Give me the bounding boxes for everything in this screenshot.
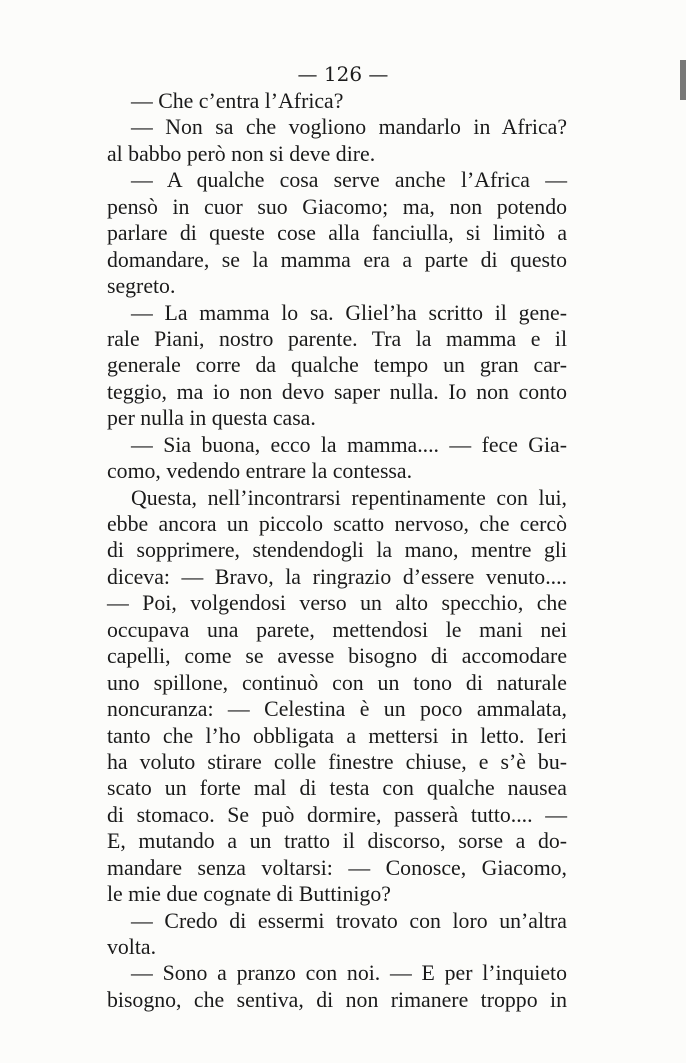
text-line: le mie due cognate di Buttinigo? [107,882,391,907]
text-line: — Sono a pranzo con noi. — E per l’inquieto [131,961,567,986]
text-line: Questa, nell’incontrarsi repentinamente con lui, [131,485,567,510]
text-line: — Credo di essermi trovato con loro un’altra [131,908,567,933]
text-line: — Poi, volgendosi verso un alto specchio, che [107,591,567,616]
page-edge-mark [680,60,686,100]
text-line: volta. [107,935,157,959]
text-line: domandare, se la mamma era a parte di questo [107,247,567,272]
text-line: noncuranza: — Celestina è un poco ammalata, [107,697,567,722]
text-line: uno spillone, continuò con un tono di naturale [107,670,567,695]
text-line: rale Piani, nostro parente. Tra la mamma e il [107,326,567,351]
text-line: — Sia buona, ecco la mamma.... — fece Gia- [131,432,567,457]
text-line: generale corre da qualche tempo un gran car- [107,353,567,378]
page-number: — 126 — [297,62,389,86]
text-line: como, vedendo entrare la contessa. [107,459,413,484]
text-line: mandare senza voltarsi: — Conosce, Giacomo, [107,855,567,880]
text-line: scato un forte mal di testa con qualche nausea [107,776,567,801]
text-line: parlare di queste cose alla fanciulla, si limitò a [107,221,567,246]
text-line: — A qualche cosa serve anche l’Africa — [131,168,567,193]
text-line: capelli, come se avesse bisogno di accomodare [107,644,567,669]
text-line: — Non sa che vogliono mandarlo in Africa? [131,115,567,140]
text-line: — Che c’entra l’Africa? [131,89,344,113]
text-line: ha voluto stirare colle finestre chiuse, e s’è bu- [107,749,567,774]
text-line: teggio, ma io non devo saper nulla. Io non conto [107,379,567,404]
text-line: diceva: — Bravo, la ringrazio d’essere venuto.... [107,564,567,589]
text-line: di sopprimere, stendendogli la mano, mentre gli [107,538,567,563]
text-line: ebbe ancora un piccolo scatto nervoso, che cercò [107,512,567,536]
text-line: pensò in cuor suo Giacomo; ma, non potendo [107,194,567,219]
text-line: occupava una parete, mettendosi le mani nei [107,617,567,642]
text-line: al babbo però non si deve dire. [107,141,376,166]
text-line: — La mamma lo sa. Gliel’ha scritto il gene- [131,300,567,325]
text-line: di stomaco. Se può dormire, passerà tutto.... — [107,802,567,827]
text-line: segreto. [107,274,176,299]
text-line: E, mutando a un tratto il discorso, sorse a do- [107,829,567,854]
text-line: tanto che l’ho obbligata a mettersi in letto. Ieri [107,723,567,748]
text-line: bisogno, che sentiva, di non rimanere troppo in [107,987,567,1012]
body-text [107,88,567,1013]
text-line: per nulla in questa casa. [107,406,316,431]
